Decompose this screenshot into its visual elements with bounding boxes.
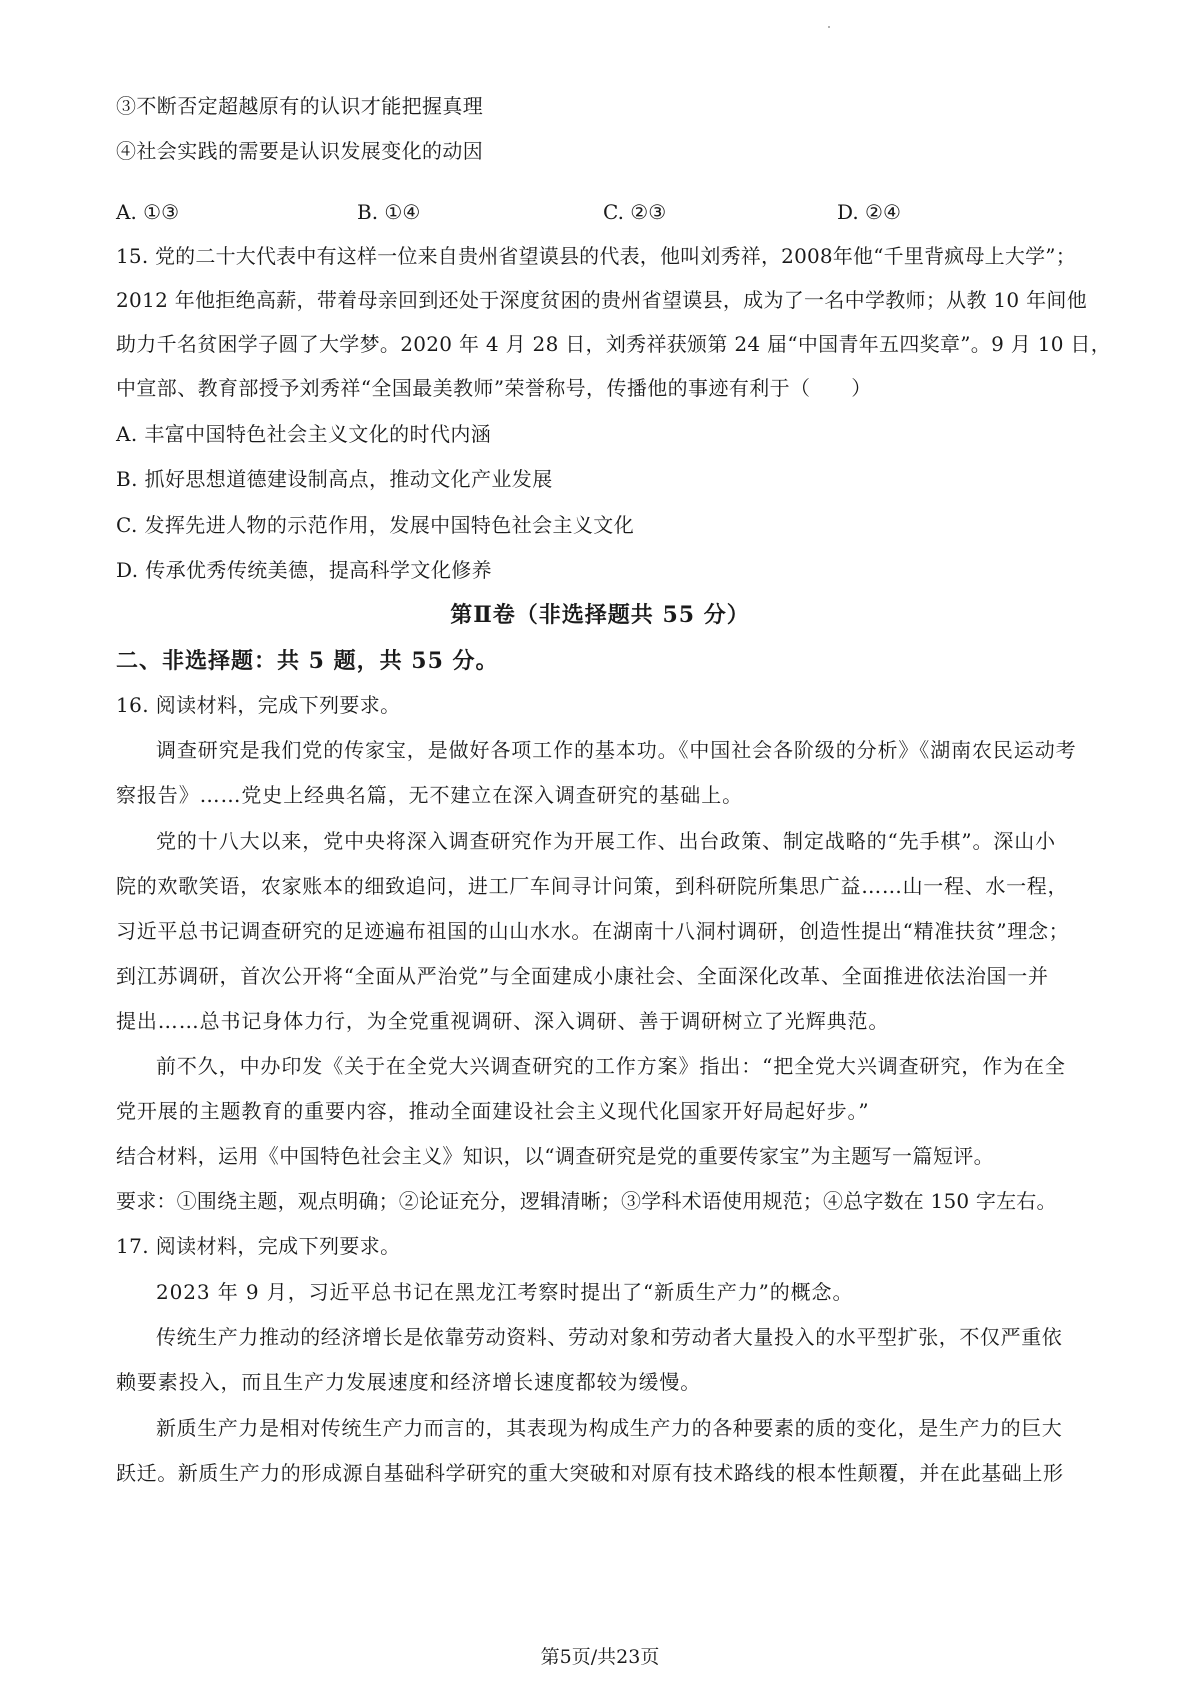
q16-para-line: 到江苏调研，首次公开将“全面从严治党”与全面建成小康社会、全面深化改革、全面推进依法治国一并 (116, 964, 1049, 988)
q15-option-a: A. 丰富中国特色社会主义文化的时代内涵 (116, 422, 492, 446)
q15-line-1: 15. 党的二十大代表中有这样一位来自贵州省望谟县的代表，他叫刘秀祥，2008年他“千里背疯母上大学”； (116, 244, 1076, 268)
q16-requirements: 要求：①围绕主题，观点明确；②论证充分，逻辑清晰；③学科术语使用规范；④总字数在 150 字左右。 (116, 1189, 1057, 1213)
part2-heading: 二、非选择题：共 5 题，共 55 分。 (116, 648, 499, 674)
q16-task: 结合材料，运用《中国特色社会主义》知识，以“调查研究是党的重要传家宝”为主题写一篇短评。 (116, 1144, 995, 1168)
q17-para-line: 传统生产力推动的经济增长是依靠劳动资料、劳动对象和劳动者大量投入的水平型扩张，不仅严重依 (156, 1325, 1063, 1349)
q15-line-3: 助力千名贫困学子圆了大学梦。2020 年 4 月 28 日，刘秀祥获颁第 24 届“中国青年五四奖章”。9 月 10 日， (116, 332, 1112, 356)
q16-para-line: 前不久，中办印发《关于在全党大兴调查研究的工作方案》指出：“把全党大兴调查研究，作为在全 (156, 1054, 1066, 1078)
scan-speck (828, 26, 830, 28)
q16-para-line: 党的十八大以来，党中央将深入调查研究作为开展工作、出台政策、制定战略的“先手棋”。深山小 (156, 829, 1057, 853)
q14-item-4: ④社会实践的需要是认识发展变化的动因 (116, 139, 484, 163)
q14-item-3: ③不断否定超越原有的认识才能把握真理 (116, 94, 484, 118)
q16-para-line: 习近平总书记调查研究的足迹遍布祖国的山山水水。在湖南十八洞村调研，创造性提出“精准扶贫”理念； (116, 919, 1070, 943)
q17-prompt: 17. 阅读材料，完成下列要求。 (116, 1234, 401, 1258)
q15-line-4: 中宣部、教育部授予刘秀祥“全国最美教师”荣誉称号，传播他的事迹有利于（ ） (116, 376, 872, 400)
q17-para-line: 跃迁。新质生产力的形成源自基础科学研究的重大突破和对原有技术路线的根本性颠覆，并在此基础上形 (116, 1461, 1064, 1485)
q15-option-d: D. 传承优秀传统美德，提高科学文化修养 (116, 558, 493, 582)
page-number: 第5页/共23页 (540, 1646, 660, 1668)
section-title: 第Ⅱ卷（非选择题共 55 分） (450, 602, 750, 628)
q16-para-line: 调查研究是我们党的传家宝，是做好各项工作的基本功。《中国社会各阶级的分析》《湖南农民运动考 (156, 738, 1077, 762)
q14-option-d: D. ②④ (837, 200, 901, 224)
q16-prompt: 16. 阅读材料，完成下列要求。 (116, 693, 401, 717)
q16-para-line: 察报告》……党史上经典名篇，无不建立在深入调查研究的基础上。 (116, 783, 743, 807)
q16-para-line: 提出……总书记身体力行，为全党重视调研、深入调研、善于调研树立了光辉典范。 (116, 1009, 890, 1033)
q15-option-b: B. 抓好思想道德建设制高点，推动文化产业发展 (116, 467, 553, 491)
q14-option-a: A. ①③ (116, 200, 180, 224)
q16-para-line: 党开展的主题教育的重要内容，推动全面建设社会主义现代化国家开好局起好步。” (116, 1099, 870, 1123)
q14-options (116, 198, 1116, 226)
q17-para-line: 2023 年 9 月，习近平总书记在黑龙江考察时提出了“新质生产力”的概念。 (156, 1280, 854, 1304)
q14-option-c: C. ②③ (603, 200, 667, 224)
q14-option-b: B. ①④ (357, 200, 421, 224)
q15-line-2: 2012 年他拒绝高薪，带着母亲回到还处于深度贫困的贵州省望谟县，成为了一名中学教师；从教 10 年间他 (116, 288, 1088, 312)
q16-para-line: 院的欢歌笑语，农家账本的细致追问，进工厂车间寻计问策，到科研院所集思广益……山一程、水一程， (116, 874, 1069, 898)
q17-para-line: 新质生产力是相对传统生产力而言的，其表现为构成生产力的各种要素的质的变化，是生产力的巨大 (156, 1416, 1063, 1440)
q15-option-c: C. 发挥先进人物的示范作用，发展中国特色社会主义文化 (116, 513, 635, 537)
q17-para-line: 赖要素投入，而且生产力发展速度和经济增长速度都较为缓慢。 (116, 1370, 702, 1394)
